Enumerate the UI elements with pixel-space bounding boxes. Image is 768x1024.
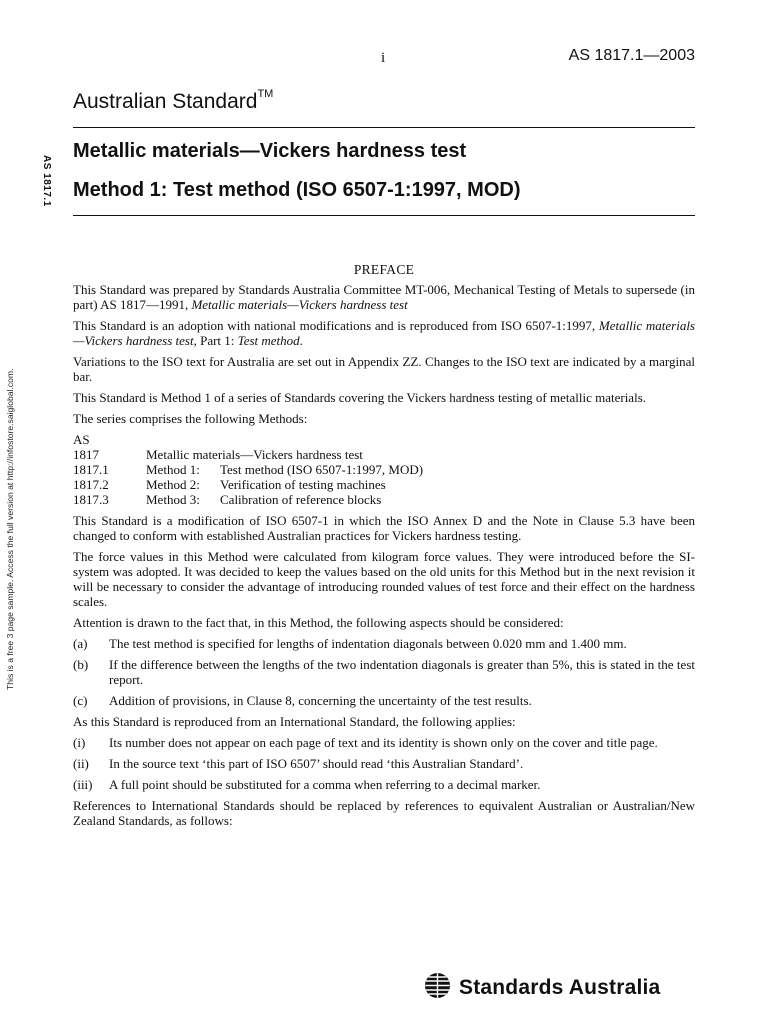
paragraph-1-text: This Standard was prepared by Standards Australia Committee MT-006, Mechanical Testing of Metals to supersede (in part) AS 1817—1991,	[73, 282, 695, 312]
series-row	[73, 462, 695, 477]
globe-icon	[424, 972, 451, 1004]
paragraph-6: This Standard is a modification of ISO 6507-1 in which the ISO Annex D and the Note in Clause 5.3 have been changed to conform with established Australian practices for Vickers hardness testing.	[73, 513, 695, 543]
list-item-label: (c)	[73, 693, 88, 708]
paragraph-5: The series comprises the following Methods:	[73, 411, 308, 426]
series-number: 1817.1	[73, 462, 109, 477]
paragraph-8: Attention is drawn to the fact that, in this Method, the following aspects should be considered:	[73, 615, 564, 630]
paragraph-4: This Standard is Method 1 of a series of Standards covering the Vickers hardness testing of metallic materials.	[73, 390, 647, 405]
sample-notice: This is a free 3 page sample. Access the full version at http://infostore.saiglobal.com.	[5, 368, 15, 690]
logo-text: Standards Australia	[459, 976, 661, 999]
list-item-label: (a)	[73, 636, 88, 651]
list-item-label: (ii)	[73, 756, 89, 771]
series-header-label: AS	[73, 432, 90, 447]
top-rule	[73, 127, 695, 128]
series-row	[73, 492, 695, 507]
series-title: Test method (ISO 6507-1:1997, MOD)	[220, 462, 424, 477]
series-title: Verification of testing machines	[220, 477, 386, 492]
list-item-text: A full point should be substituted for a comma when referring to a decimal marker.	[109, 777, 541, 792]
paragraph-7: The force values in this Method were calculated from kilogram force values. They were introduced before the SI-system was adopted. It was decided to keep the values based on the old units for this Method but in the next revision it will be necessary to consider the advantage of introducing rounded values of test force and their effect on the hardness scales.	[73, 549, 695, 609]
series-row	[73, 477, 695, 492]
brand-title	[73, 88, 273, 114]
paragraph-10: References to International Standards should be replaced by references to equivalent Australian or Australian/New Zealand Standards, as follows:	[73, 798, 695, 828]
page-number: i	[381, 50, 386, 66]
list-item-label: (b)	[73, 657, 89, 672]
list-item	[73, 777, 695, 792]
list-item-text: In the source text ‘this part of ISO 6507’ should read ‘this Australian Standard’.	[109, 756, 524, 771]
series-method: Method 2:	[146, 477, 200, 492]
series-number: 1817.2	[73, 477, 109, 492]
list-item-text: The test method is specified for lengths of indentation diagonals between 0.020 mm and 1.400 mm.	[109, 636, 627, 651]
paragraph-3: Variations to the ISO text for Australia are set out in Appendix ZZ. Changes to the ISO text are indicated by a marginal bar.	[73, 354, 695, 384]
paragraph-2-part: , Part 1:	[193, 333, 238, 348]
series-method: Metallic materials—Vickers hardness test	[146, 447, 363, 462]
list-item-label: (i)	[73, 735, 86, 750]
series-method: Method 3:	[146, 492, 200, 507]
paragraph-2-method: Test method	[237, 333, 300, 348]
list-item	[73, 756, 695, 771]
paragraph-2-text: This Standard is an adoption with national modifications and is reproduced from ISO 6507-1:1997,	[73, 318, 599, 333]
paragraph-1-title: Metallic materials—Vickers hardness test	[191, 297, 408, 312]
spine-label: AS 1817.1	[41, 155, 52, 207]
series-number: 1817.3	[73, 492, 109, 507]
document-code: AS 1817.1—2003	[568, 47, 695, 64]
standards-australia-logo	[424, 972, 660, 1004]
series-title: Calibration of reference blocks	[220, 492, 382, 507]
series-header	[73, 432, 695, 447]
list-item	[73, 636, 695, 651]
series-method: Method 1:	[146, 462, 200, 477]
list-item	[73, 693, 695, 708]
paragraph-9: As this Standard is reproduced from an International Standard, the following applies:	[73, 714, 516, 729]
list-item-label: (iii)	[73, 777, 93, 792]
trademark-mark: TM	[257, 88, 274, 100]
paragraph-2-title: Metallic materials—Vickers hardness test	[73, 318, 695, 348]
brand-name: Australian Standard	[73, 90, 258, 113]
list-item	[73, 735, 695, 750]
preface-body	[73, 262, 695, 834]
paragraph-2	[73, 318, 695, 348]
bottom-rule	[73, 215, 695, 216]
series-list	[73, 432, 695, 507]
paragraph-1	[73, 282, 695, 312]
series-number: 1817	[73, 447, 99, 462]
document-title: Metallic materials—Vickers hardness test	[73, 140, 467, 162]
list-item-text: Addition of provisions, in Clause 8, concerning the uncertainty of the test results.	[109, 693, 532, 708]
list-item-text: If the difference between the lengths of the two indentation diagonals is greater than 5%, this is stated in the test report.	[109, 657, 695, 687]
series-row	[73, 447, 695, 462]
list-item	[73, 657, 695, 687]
preface-heading: PREFACE	[353, 262, 415, 277]
document-subtitle: Method 1: Test method (ISO 6507-1:1997, MOD)	[73, 179, 521, 201]
paragraph-2-end: .	[299, 333, 303, 348]
list-item-text: Its number does not appear on each page of text and its identity is shown only on the cover and title page.	[109, 735, 658, 750]
